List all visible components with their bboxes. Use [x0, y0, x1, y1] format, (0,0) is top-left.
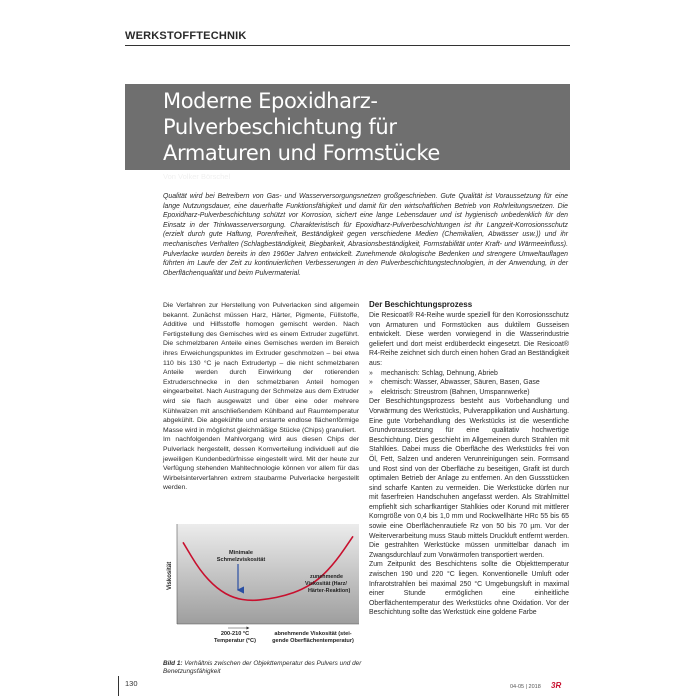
temperature-label-2: Temperatur (°C): [214, 638, 256, 644]
minimum-label-1: Minimale: [229, 550, 253, 556]
rise-label-2: Viskosität (Harz/: [305, 581, 347, 587]
left-paragraph-1: Die Verfahren zur Herstellung von Pulverlacken sind allgemein bekannt. Zunächst müssen Harz, Härter, Pigmente, Füllstoffe, Additive und Hilfsstoffe homogen gemischt werden. Nach Fertigstellung des Gemisches wird es einem Extruder zugeführt. Die schmelzbaren Anteile eines Gemisches werden im Bereich ihres Erweichungspunktes im Extruder geschmolzen – bei etwa 110 bis 130 °C je nach Extrudertyp – die nicht schmelzbaren Anteile werden durch Einwirkung der rotierenden Extruderschnecke in den schmelzbaren Anteil homogen eingearbeitet. Nach Austragung der Schmelze aus dem Extruder wird sie flach ausgewalzt und über eine oder mehrere Kühlwalzen mit anschließendem Kühlband auf Raumtemperatur abgekühlt. Die abgekühlte und erstarrte endlose flächenförmige Masse wird in möglichst gleichmäßige Stücke (Chips) granuliert.: [163, 302, 359, 434]
section-label: WERKSTOFFTECHNIK: [125, 30, 247, 42]
list-item: » chemisch: Wasser, Abwasser, Säuren, Basen, Gase: [369, 378, 569, 388]
falling-label-1: abnehmende Viskosität (stei-: [274, 631, 352, 637]
hero-banner: [125, 84, 570, 181]
left-column: [163, 301, 359, 493]
caption-text: Verhältnis zwischen der Objekttemperatur des Pulvers und der Benetzungsfähigkeit: [163, 660, 362, 676]
section-heading: Der Beschichtungsprozess: [369, 300, 473, 309]
list-item: » mechanisch: Schlag, Dehnung, Abrieb: [369, 369, 569, 379]
right-column: [369, 300, 569, 618]
caption-label: Bild 1:: [163, 660, 183, 667]
author-line: Von Volker Börschel: [163, 172, 231, 181]
section-rule: [125, 45, 570, 46]
right-paragraph-3: Zum Zeitpunkt des Beschichtens sollte die Objekttemperatur zwischen 190 und 220 °C liegen. Konventionelle Umluft oder Infrarotstrahlen bei maximal 250 °C Umgebungsluft in maximal einer Stunde ermöglichen eine einheitliche Oberflächentemperatur des Werkstücks ohne Oxidation. Vor der Beschichtung sollte das Werkstück eine goldene Farbe: [369, 561, 569, 617]
abstract: Qualität wird bei Betreibern von Gas- und Wasserversorgungsnetzen großgeschrieben. Gute Qualität ist Voraussetzung für eine lange Nutzungsdauer, eine dauerhafte Funktionsfähigkeit und damit für den wirtschaftlichen Betrieb von Rohrleitungsnetzen. Die Epoxidharz-Pulverbeschichtung schützt vor Korrosion, sichert eine lange Lebensdauer und ist hygienisch unbedenklich für den Einsatz in der Trinkwasserversorgung. Charakteristisch für Epoxidharz-Pulverbeschichtungen ist ihr Langzeit-Korrosionsschutz (erzielt durch gute Haftung, Porenfreiheit, Beständigkeit gegen verschiedene Medien (Chemikalien, Abwässer usw.)) und ihr mechanisches Verhalten (Schlagbeständigkeit, Biegbarkeit, Abrasionsbeständigkeit, Formstabilität unter Kraft- und Wärmeeinfluss). Pulverlacke wurden bereits in den 1960er Jahren entwickelt. Zunehmende ökologische Bedenken und strengere Umweltauflagen führten im Laufe der Zeit zu kontinuierlichen Verbesserungen in den Pulverbeschichtungstechnologien, in der Anwendung, in der Oberflächenqualität und beim Pulvermaterial.: [163, 193, 568, 277]
falling-label-2: gende Oberflächentemperatur): [272, 638, 354, 644]
page-number: 130: [125, 679, 138, 688]
minimum-label-2: Schmelzviskosität: [216, 557, 266, 563]
article-title: [163, 88, 553, 166]
figure-1: [163, 518, 359, 654]
publisher-logo: 3R: [551, 681, 562, 690]
right-paragraph-2: Der Beschichtungsprozess besteht aus Vorbehandlung und Vorwärmung des Werkstücks, Pulverapplikation und Aushärtung. Eine gute Vorbehandlung des Werkstücks ist die wesentliche Grundvoraussetzung für eine qualitativ hochwertige Beschichtung. Dies geschieht im Allgemeinen durch Strahlen mit Stahlkies. Dabei muss die Oberfläche des Werkstücks frei von Öl, Fett, Salzen und anderen Verunreinigungen sein. Formsand und Rost sind von der Oberfläche zu beseitigen, Grafit ist durch optimalen Betrieb der Anlage zu entfernen. An den Gussstücken sind scharfe Kanten zu vermeiden. Die Werkstücke dürfen nur mit faserfreien Handschuhen angefasst werden. Als Strahlmittel empfiehlt sich scharfkantiger Stahlkies oder Korund mit mittlerer Korngröße von 0,4 bis 1,0 mm und Rockwellhärte HRc 55 bis 65 sowie eine Oberflächenrautiefe Rz von 50 bis 70 µm. Vor der Weiterverarbeitung muss Staub mittels Druckluft entfernt werden. Die gestrahlten Werkstücke müssen unmittelbar danach im Zwangsdurchlauf zum Vorwärmofen transportiert werden.: [369, 398, 569, 559]
y-axis-label: Viskosität: [167, 561, 173, 590]
rise-label-1: zunehmende: [310, 574, 343, 580]
figure-caption: [163, 660, 363, 677]
footer-rule: [118, 676, 119, 696]
title-line-1: Moderne Epoxidharz-Pulverbeschichtung für: [163, 89, 397, 139]
left-paragraph-2: Im nachfolgenden Mahlvorgang wird aus diesen Chips der Pulverlack hergestellt, dessen Kornverteilung individuell auf die jeweiligen Kundenbedürfnisse eingestellt wird. Mit der heute zur Verfügung stehenden Mahltechnologie können vor allem für das Wirbelsinterverfahren extrem staubarme Pulverlacke hergestellt werden.: [163, 436, 359, 492]
right-paragraph-1: Die Resicoat® R4-Reihe wurde speziell für den Korrosionsschutz von Armaturen und Formstücken aus duktilem Gusseisen entwickelt. Diese werden vorwiegend in die Wasserindustrie geliefert und dort meist erdüberdeckt eingesetzt. Die Resicoat® R4-Reihe zeichnet sich durch einen hohen Grad an Beständigkeit aus:: [369, 312, 569, 367]
issue-info: 04-05 | 2018: [510, 684, 541, 690]
list-item: » elektrisch: Streustrom (Bahnen, Umspannwerke): [369, 388, 569, 398]
title-line-2: Armaturen und Formstücke: [163, 141, 440, 165]
viscosity-chart: [163, 518, 359, 654]
rise-label-3: Härter-Reaktion): [308, 588, 351, 594]
temperature-label-1: 200-210 °C: [220, 631, 250, 637]
resistance-list: [369, 369, 569, 398]
